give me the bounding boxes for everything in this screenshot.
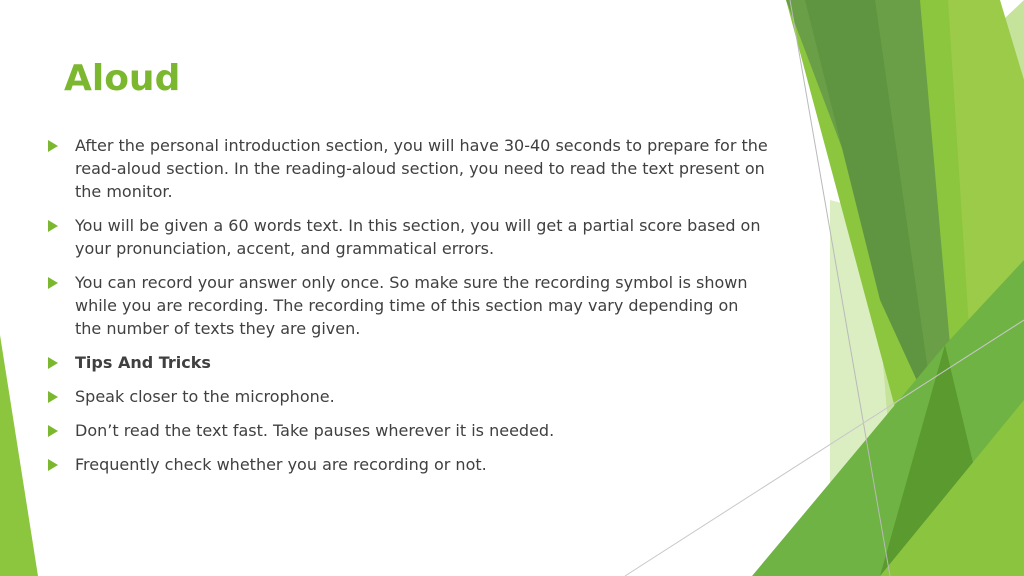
bullet-item bbox=[48, 214, 768, 260]
bullet-arrow-icon bbox=[48, 220, 58, 232]
bullet-text: You can record your answer only once. So make sure the recording symbol is shown while you are recording. The recording time of this section may vary depending on the number of texts they are given. bbox=[75, 273, 748, 338]
bullet-arrow-icon bbox=[48, 425, 58, 437]
bullet-text: Speak closer to the microphone. bbox=[75, 387, 335, 406]
bullet-text: Frequently check whether you are recording or not. bbox=[75, 455, 487, 474]
bullet-arrow-icon bbox=[48, 459, 58, 471]
bullet-text: Don’t read the text fast. Take pauses wherever it is needed. bbox=[75, 421, 555, 440]
bullet-arrow-icon bbox=[48, 140, 58, 152]
left-edge-facet bbox=[0, 335, 38, 576]
bullet-text: You will be given a 60 words text. In this section, you will get a partial score based on your pronunciation, accent, and grammatical errors. bbox=[75, 216, 761, 258]
bullet-item bbox=[48, 385, 768, 408]
bullet-list bbox=[48, 134, 768, 487]
bullet-text: Tips And Tricks bbox=[75, 353, 211, 372]
bullet-text: After the personal introduction section, you will have 30-40 seconds to prepare for the read-aloud section. In the reading-aloud section, you need to read the text present on the monitor. bbox=[75, 136, 768, 201]
bullet-item bbox=[48, 419, 768, 442]
bullet-arrow-icon bbox=[48, 277, 58, 289]
bullet-item bbox=[48, 134, 768, 203]
bullet-arrow-icon bbox=[48, 357, 58, 369]
bullet-item bbox=[48, 271, 768, 340]
slide-title: Aloud bbox=[64, 58, 181, 99]
bullet-item-tips-heading bbox=[48, 351, 768, 374]
bullet-item bbox=[48, 453, 768, 476]
bullet-arrow-icon bbox=[48, 391, 58, 403]
